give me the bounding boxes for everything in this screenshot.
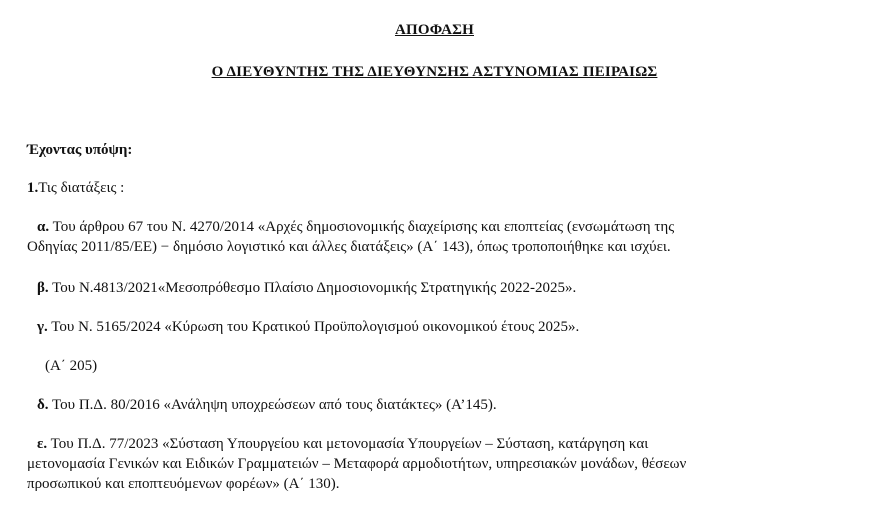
clause-a-marker: α. — [37, 219, 50, 235]
clause-b-text: Του Ν.4813/2021«Μεσοπρόθεσμο Πλαίσιο Δημοσιονομικής Στρατηγικής 2022-2025». — [52, 280, 577, 296]
clause-a — [27, 217, 837, 257]
clause-g — [37, 317, 847, 337]
item-1 — [27, 178, 837, 198]
document-subtitle: Ο ΔΙΕΥΘΥΝΤΗΣ ΤΗΣ ΔΙΕΥΘΥΝΣΗΣ ΑΣΤΥΝΟΜΙΑΣ ΠΕΙΡΑΙΩΣ — [211, 64, 658, 80]
clause-d-text: Του Π.Δ. 80/2016 «Ανάληψη υποχρεώσεων από τους διατάκτες» (Α’145). — [52, 397, 497, 413]
clause-e-line1: Του Π.Δ. 77/2023 «Σύσταση Υπουργείου και μετονομασία Υπουργείων – Σύσταση, κατάργηση και — [50, 436, 649, 452]
clause-g-marker: γ. — [37, 319, 48, 335]
item-1-text: Τις διατάξεις : — [38, 180, 125, 196]
clause-e — [27, 434, 837, 494]
considering-heading: Έχοντας υπόψη: — [27, 142, 133, 158]
clause-a-line2: Οδηγίας 2011/85/ΕΕ) − δημόσιο λογιστικό και άλλες διατάξεις» (Α΄ 143), όπως τροποποιήθηκε και ισχύει. — [27, 239, 671, 255]
clause-d-marker: δ. — [37, 397, 49, 413]
clause-a-line1: Του άρθρου 67 του Ν. 4270/2014 «Αρχές δημοσιονομικής διαχείρισης και εποπτείας (ενσωμάτωση της — [52, 219, 675, 235]
clause-b — [37, 278, 847, 298]
document-title: ΑΠΟΦΑΣΗ — [394, 22, 474, 38]
clause-e-marker: ε. — [37, 436, 48, 452]
clause-g-text: Του Ν. 5165/2024 «Κύρωση του Κρατικού Προϋπολογισμού οικονομικού έτους 2025». — [51, 319, 580, 335]
item-1-number: 1. — [27, 180, 39, 196]
clause-b-marker: β. — [37, 280, 49, 296]
clause-e-line3: προσωπικού και εποπτευόμενων φορέων» (Α΄ 130). — [27, 476, 340, 492]
clause-e-line2: μετονομασία Γενικών και Ειδικών Γραμματειών – Μεταφορά αρμοδιοτήτων, υπηρεσιακών μονάδων, θέσεων — [27, 456, 687, 472]
clause-g-continuation: (Α΄ 205) — [45, 358, 98, 374]
clause-d — [37, 395, 847, 415]
